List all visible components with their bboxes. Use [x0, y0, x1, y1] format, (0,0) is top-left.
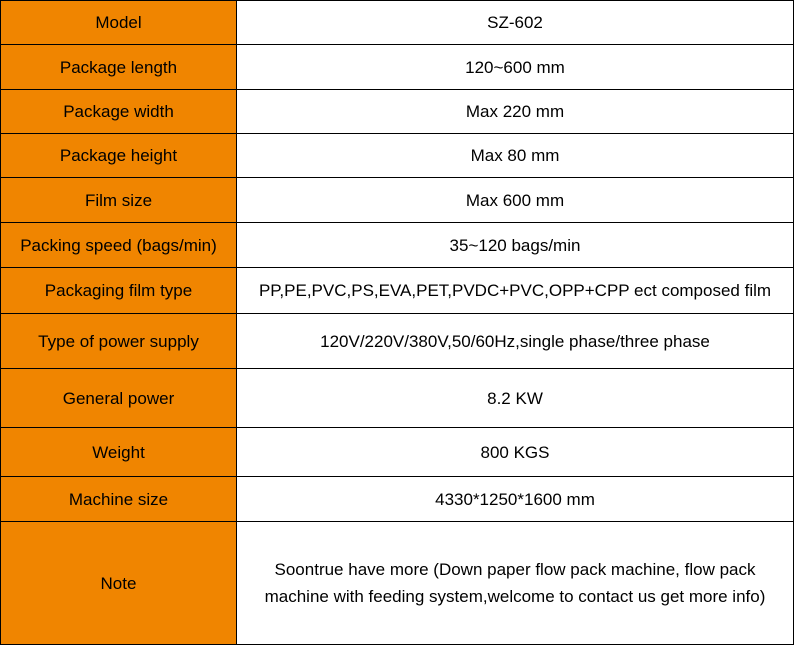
row-label: Model [1, 1, 237, 45]
row-value: PP,PE,PVC,PS,EVA,PET,PVDC+PVC,OPP+CPP ect composed film [237, 268, 794, 314]
row-label: Machine size [1, 477, 237, 522]
table-row [1, 45, 794, 90]
table-row [1, 223, 794, 268]
table-row [1, 134, 794, 178]
table-row [1, 1, 794, 45]
row-label: Packing speed (bags/min) [1, 223, 237, 268]
row-label: Type of power supply [1, 314, 237, 369]
row-label: Package height [1, 134, 237, 178]
table-row [1, 477, 794, 522]
note-value: Soontrue have more (Down paper flow pack machine, flow pack machine with feeding system,welcome to contact us get more info) [237, 522, 794, 645]
row-label: Film size [1, 178, 237, 223]
table-row [1, 369, 794, 428]
row-label: Packaging film type [1, 268, 237, 314]
row-value: 120~600 mm [237, 45, 794, 90]
row-label: Note [1, 522, 237, 645]
row-value: 8.2 KW [237, 369, 794, 428]
table-row [1, 314, 794, 369]
row-value: 4330*1250*1600 mm [237, 477, 794, 522]
table-row [1, 428, 794, 477]
row-value: 35~120 bags/min [237, 223, 794, 268]
row-value: SZ-602 [237, 1, 794, 45]
row-value: Max 80 mm [237, 134, 794, 178]
row-value: Max 600 mm [237, 178, 794, 223]
row-value: 800 KGS [237, 428, 794, 477]
table-row [1, 178, 794, 223]
row-label: Package length [1, 45, 237, 90]
row-label: Package width [1, 90, 237, 134]
row-value: Max 220 mm [237, 90, 794, 134]
row-label: Weight [1, 428, 237, 477]
row-value: 120V/220V/380V,50/60Hz,single phase/three phase [237, 314, 794, 369]
table-row [1, 268, 794, 314]
table-row [1, 522, 794, 645]
table-row [1, 90, 794, 134]
row-label: General power [1, 369, 237, 428]
